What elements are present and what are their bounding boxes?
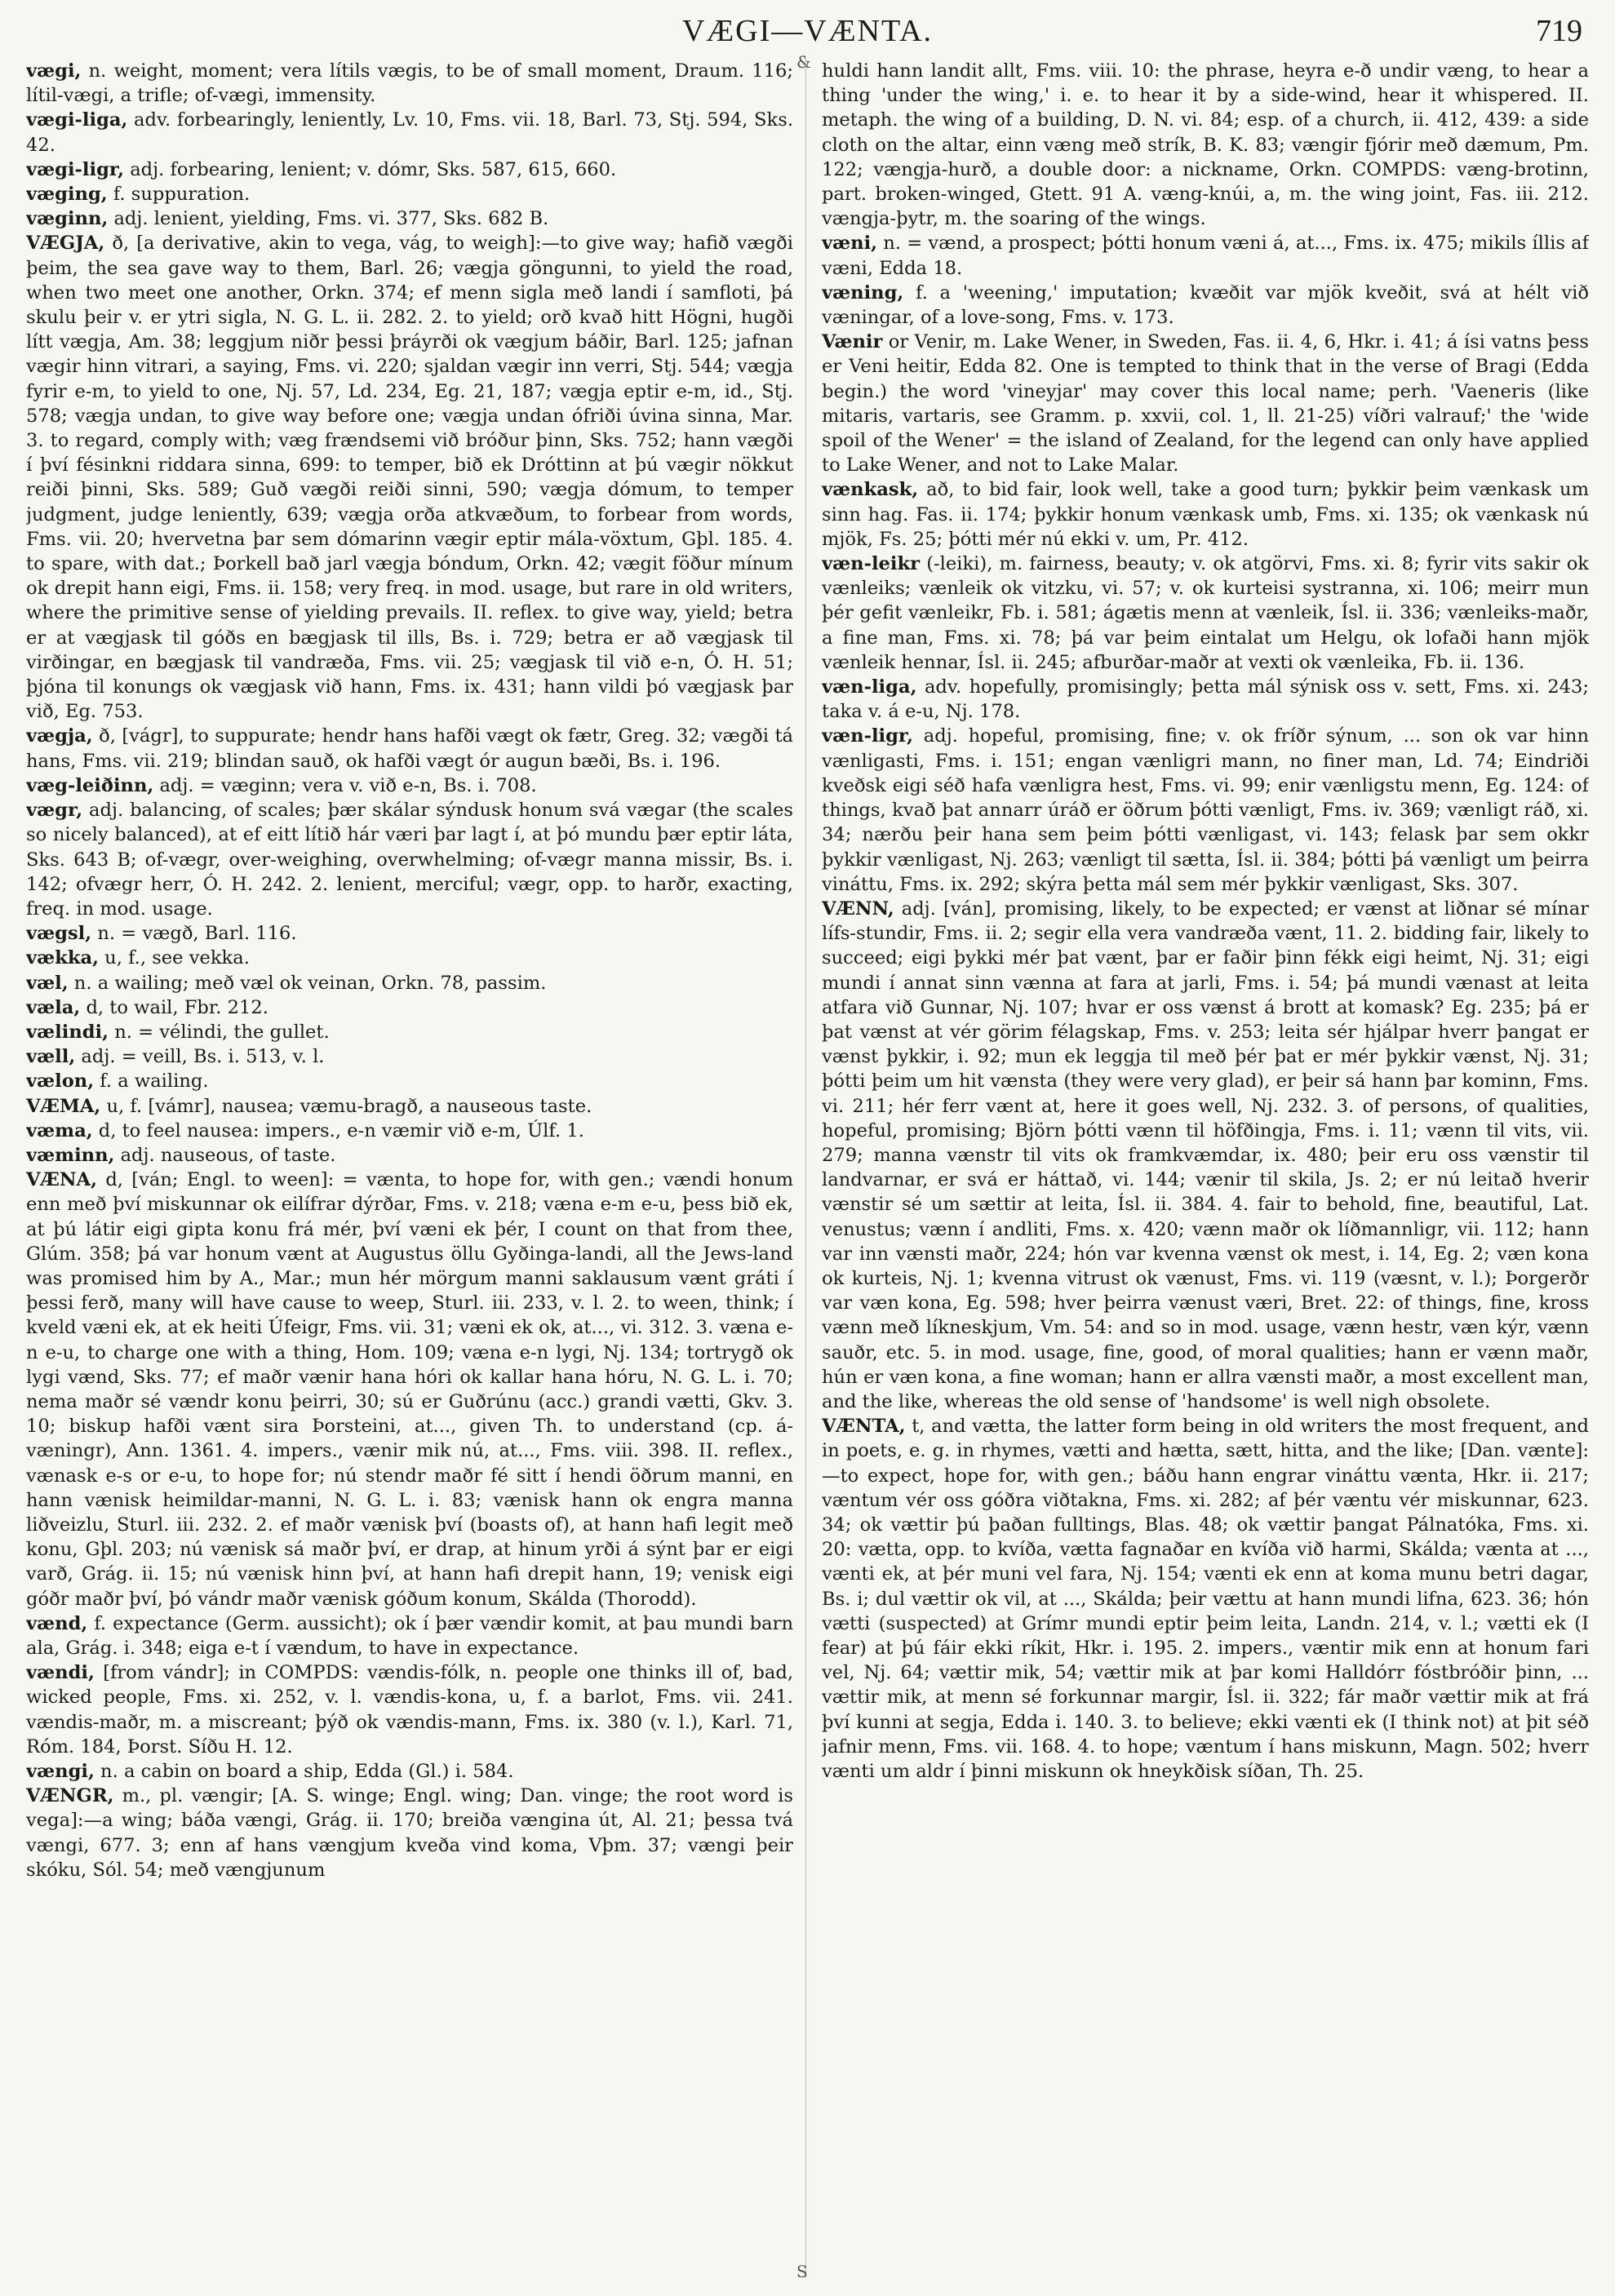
running-head: VÆGI—VÆNTA. bbox=[681, 14, 934, 48]
entry-definition: adj. lenient, yielding, Fms. vi. 377, Sks. 682 B. bbox=[113, 208, 549, 230]
entry-headword: VÆNN, bbox=[822, 898, 894, 920]
entry-headword: vælon, bbox=[26, 1070, 95, 1093]
entry-definition: d, to wail, Fbr. 212. bbox=[86, 996, 268, 1018]
dictionary-entry bbox=[822, 330, 1589, 477]
entry-headword: vænkask, bbox=[822, 479, 919, 501]
entry-definition: m., pl. vængir; [A. S. winge; Engl. wing; Dan. vinge; the root word is vega]:—a wing; báða vængi, Grág. ii. 170; breiða vængina út, Al. 21; þessa tvá vængi, 677. 3; enn af hans vængjum kveða vind koma, Vþm. 37; vængi þeir skóku, Sól. 54; með vængjunum bbox=[26, 1785, 793, 1881]
entry-definition: f. suppuration. bbox=[113, 184, 251, 206]
entry-definition: adj. = veill, Bs. i. 513, v. l. bbox=[81, 1046, 325, 1068]
entry-headword: væni, bbox=[822, 233, 878, 255]
dictionary-entry bbox=[26, 1168, 793, 1611]
dictionary-entry bbox=[26, 1020, 793, 1044]
entry-definition: f. a wailing. bbox=[100, 1070, 209, 1093]
dictionary-entry bbox=[26, 921, 793, 946]
entry-headword: væl, bbox=[26, 972, 69, 994]
entry-headword: væla, bbox=[26, 996, 81, 1018]
entry-headword: VÆNGR, bbox=[26, 1785, 114, 1807]
dictionary-entry bbox=[26, 1094, 793, 1119]
dictionary-entry bbox=[26, 946, 793, 970]
dictionary-entry bbox=[26, 59, 793, 108]
entry-headword: vægja, bbox=[26, 725, 93, 747]
entry-headword: vænd, bbox=[26, 1612, 88, 1634]
entry-definition: u, f., see vekka. bbox=[104, 947, 250, 969]
entry-definition: n. = vænd, a prospect; þótti honum væni á, at..., Fms. ix. 475; mikils íllis af væni, Edda 18. bbox=[822, 233, 1589, 279]
column-divider bbox=[805, 59, 806, 2278]
entry-definition: d, [ván; Engl. to ween]: = vænta, to hope for, with gen.; vændi honum enn með því miskunnar ok eilífrar dýrðar, Fms. v. 218; væna e-m e-u, þess bið ek, at þú látir eigi gipta konu frá mér, því væni ek þér, I count on that from thee, Glúm. 358; þá var honum vænt at Augustus öllu Gyðinga-landi, all the Jews-land was promised him by A., Mar.; mun hér mörgum manni saklausum vænt gráti í þessi ferð, many will have cause to weep, Sturl. iii. 233, v. l. 2. to ween, think; í kveld væni ek, at ek heiti Úfeigr, Fms. vii. 31; væni ek ok, at..., vi. 312. 3. væna e-n e-u, to charge one with a thing, Hom. 109; væna e-n lygi, Nj. 134; tortrygð ok lygi vænd, Sks. 77; ef maðr vænir hana hóri ok kallar hana hóru, N. G. L. i. 70; nema maðr sé vændr konu þeirri, 30; sú er Guðrúnu (acc.) grandi vætti, Gkv. 3. 10; biskup hafði vænt sira Þorsteini, at..., given Th. to understand (cp. á-væningr), Ann. 1361. 4. impers., vænir mik nú, at..., Fms. viii. 398. II. reflex., vænask e-s or e-u, to hope for; nú stendr maðr fé sitt í hendi öðrum manni, en hann vænisk heimildar-manni, N. G. L. i. 83; vænisk hann ok engra manna liðveizlu, Sturl. iii. 232. 2. ef maðr vænisk því (boasts of), at hann hafi legit með konu, Gþl. 203; nú vænisk sá maðr því, er drap, at hinum yrði á sýnt þar er eigi varð, Grág. ii. 15; nú vænisk hinn því, at hann hafi drepit hann, 19; venisk eigi góðr maðr því, þó vándr maðr vænisk góðum konum, Skálda (Thorodd). bbox=[26, 1169, 793, 1610]
entry-definition: adj. hopeful, promising, fine; v. ok fríðr sýnum, ... son ok var hinn vænligasti, Fms. i. 151; engan vænligri mann, no finer man, Ld. 74; Eindriði kveðsk eigi séð hafa vænligra hest, Fms. vi. 99; enir vænligstu menn, Eg. 124: of things, kvað þat annarr úráð er öðrum þótti vænligt, Fms. iv. 369; vænligt ráð, xi. 34; nærðu þeir hana sem þeim þótti vænligast, vi. 143; felask þar sem okkr þykkir vænligast, Nj. 263; vænligt til sætta, Ísl. ii. 384; þótti þá vænligt um þeirra vináttu, Fms. ix. 292; skýra þetta mál sem mér þykkir vænligast, Sks. 307. bbox=[822, 725, 1589, 895]
entry-definition: (-leiki), m. fairness, beauty; v. ok atgörvi, Fms. xi. 8; fyrir vits sakir ok vænleiks; vænleik ok vitzku, vi. 57; v. ok kurteisi systranna, xi. 106; meirr mun þér gefit vænleikr, Fb. i. 581; ágætis menn at vænleik, Ísl. ii. 336; vænleiks-maðr, a fine man, Fms. xi. 78; þá var þeim eintalat um Helgu, ok lofaði hann mjök vænleik hennar, Ísl. ii. 245; afburðar-maðr at vexti ok vænleika, Fb. ii. 136. bbox=[822, 553, 1589, 673]
dictionary-entry bbox=[26, 157, 793, 182]
entry-definition: ð, [a derivative, akin to vega, vág, to weigh]:—to give way; hafið vægði þeim, the sea gave way to them, Barl. 26; vægja göngunni, to yield the road, when two meet one another, Orkn. 374; ef menn sigla með landi í samfloti, þá skulu þeir v. er ytri sigla, N. G. L. ii. 282. 2. to yield; orð kvað hitt Högni, hugði lítt vægja, Am. 38; leggjum niðr þessi þráyrði ok vægjum báðir, Barl. 125; jafnan vægir hinn vitrari, a saying, Fms. vi. 220; sjaldan vægir inn verri, Stj. 544; vægja fyrir e-m, to yield to one, Nj. 57, Ld. 234, Eg. 21, 187; vægja eptir e-m, id., Stj. 578; vægja undan, to give way before one; vægja undan ófriði úvina sinna, Mar. 3. to regard, comply with; væg frændsemi við bróður þinn, Sks. 752; hann vægði í því fésinkni riddara sinna, 699: to temper, bið ek Dróttinn at þú vægir nökkut reiði þinni, Sks. 589; Guð vægði reiði sinni, 590; vægja dómum, to temper judgment, judge leniently, 639; vægja orða atkvæðum, to forbear from words, Fms. vii. 20; hvervetna þar sem dómarinn vægir eptir mála-vöxtum, Gþl. 185. 4. to spare, with dat.; Þorkell bað jarl vægja bóndum, Orkn. 42; vægit föður mínum ok drepit hann eigi, Fms. ii. 158; very freq. in mod. usage, but rare in old writers, where the primitive sense of yielding prevails. II. reflex. to give way, yield; betra er at vægjask til góðs en bægjask til ills, Bs. i. 729; betra er að vægjask til virðingar, en bægjask til vandræða, Fms. vii. 25; vægjask til við e-n, Ó. H. 51; þjóna til konungs ok vægjask við hann, Fms. ix. 431; hann vildi þó vægjask þar við, Eg. 753. bbox=[26, 233, 793, 723]
entry-headword: væma, bbox=[26, 1119, 93, 1141]
right-column bbox=[822, 59, 1589, 2278]
entry-definition: huldi hann landit allt, Fms. viii. 10: the phrase, heyra e-ð undir væng, to hear a thing 'under the wing,' i. e. to hear it by a side-wind, hear it whispered. II. metaph. the wing of a building, D. N. vi. 84; esp. of a church, ii. 412, 439: a side cloth on the altar, einn væng með strík, B. K. 83; vængir fjórir með dæmum, Pm. 122; vængja-hurð, a double door: a nickname, Orkn. COMPDS: væng-brotinn, part. broken-winged, Gtett. 91 A. væng-knúi, a, m. the wing joint, Fas. iii. 212. vængja-þytr, m. the soaring of the wings. bbox=[822, 60, 1589, 230]
dictionary-entry bbox=[26, 724, 793, 773]
dictionary-entry bbox=[822, 281, 1589, 330]
dictionary-entry bbox=[26, 206, 793, 231]
dictionary-entry bbox=[26, 1660, 793, 1759]
entry-definition: or Venir, m. Lake Wener, in Sweden, Fas. ii. 4, 6, Hkr. i. 41; á ísi vatns þess er Veni heitir, Edda 82. One is tempted to think that in the verse of Bragi (Edda begin.) the word 'vineyjar' may cover this local name; perh. 'Vaeneris (like mitaris, vartaris, see Gramm. p. xxvii, col. 1, ll. 21-25) víðri valrauf;' the 'wide spoil of the Wener' = the island of Zealand, for the legend can only have applied to Lake Wener, and not to Lake Malar. bbox=[822, 331, 1589, 476]
entry-definition: adv. hopefully, promisingly; þetta mál sýnisk oss v. sett, Fms. xi. 243; taka v. á e-u, Nj. 178. bbox=[822, 676, 1589, 723]
page-number: 719 bbox=[1536, 14, 1582, 48]
dictionary-entry bbox=[26, 1143, 793, 1168]
entry-headword: væging, bbox=[26, 184, 108, 206]
dictionary-entry bbox=[26, 971, 793, 995]
dictionary-entry bbox=[26, 1759, 793, 1784]
dictionary-entry bbox=[822, 897, 1589, 1414]
entry-headword: vægr, bbox=[26, 800, 83, 822]
entry-headword: VÆGJA, bbox=[26, 233, 105, 255]
left-column bbox=[26, 59, 793, 2278]
dictionary-entry bbox=[26, 1044, 793, 1069]
entry-definition: n. a wailing; með væl ok veinan, Orkn. 78, passim. bbox=[73, 972, 547, 994]
entry-headword: væn-liga, bbox=[822, 676, 917, 698]
entry-definition: adv. forbearingly, leniently, Lv. 10, Fms. vii. 18, Barl. 73, Stj. 594, Sks. 42. bbox=[26, 109, 793, 156]
dictionary-entry bbox=[822, 552, 1589, 675]
entry-definition: [from vándr]; in COMPDS: vændis-fólk, n. people one thinks ill of, bad, wicked people, Fms. xi. 252, v. l. vændis-kona, u, f. a barlot, Fms. vii. 241. vændis-maðr, m. a miscreant; þýð ok vændis-mann, Fms. ix. 380 (v. l.), Karl. 71, Róm. 184, Þorst. Síðu H. 12. bbox=[26, 1662, 793, 1757]
entry-headword: Vænir bbox=[822, 331, 883, 353]
entry-definition: adj. forbearing, lenient; v. dómr, Sks. 587, 615, 660. bbox=[130, 158, 617, 180]
entry-definition: n. weight, moment; vera lítils vægis, to be of small moment, Draum. 116; lítil-vægi, a trifle; of-vægi, immensity. bbox=[26, 60, 793, 107]
dictionary-entry bbox=[822, 1414, 1589, 1784]
entry-definition: adj. = væginn; vera v. við e-n, Bs. i. 708. bbox=[159, 774, 537, 796]
dictionary-entry bbox=[26, 995, 793, 1020]
entry-definition: f. expectance (Germ. aussicht); ok í þær vændir komit, at þau mundi barn ala, Grág. i. 348; eiga e-t í vændum, to have in expectance. bbox=[26, 1612, 793, 1659]
entry-definition: t, and vætta, the latter form being in old writers the most frequent, and in poets, e. g. in rhymes, vætti and hætta, sætt, hitta, and the like; [Dan. vænte]:—to expect, hope for, with gen.; báðu hann engrar vináttu vænta, Hkr. ii. 217; væntum vér oss góðra viðtakna, Fms. xi. 282; af þér væntu vér miskunnar, 623. 34; ok vættir þú þaðan fulltings, Blas. 48; ok vættir þangat Pálnatóka, Fms. xi. 20: vætta, opp. to kvíða, vætta fagnaðar en kvíða við harmi, Skálda; vænta at ..., vænti ek, at þér muni vel fara, Nj. 154; vænti ek enn at koma munu betri dagar, Bs. i; dul vættir ok vil, at ..., Skálda; þeir vættu at hann mundi lifna, 623. 36; hón vætti (suspected) at Grímr mundi eptir þeim leita, Landn. 214, v. l.; vætti ek (I fear) at þú fáir ekki ríkit, Hkr. i. 195. 2. impers., væntir mik enn at honum fari vel, Nj. 64; vættir mik, 54; vættir mik at þar komi Halldórr fóstbróðir þinn, ... vættir mik, at menn sé forkunnar margir, Ísl. ii. 322; fár maðr vættir mik at frá því kunni at segja, Edda i. 140. 3. to believe; ekki vænti ek (I think not) at þit séð jafnir menn, Fms. vii. 168. 4. to hope; væntum í hans miskunn, Magn. 502; hverr vænti um aldr í þinni miskunn ok hneykðisk síðan, Th. 25. bbox=[822, 1416, 1589, 1783]
entry-headword: vægi, bbox=[26, 60, 82, 82]
entry-headword: VÆNA, bbox=[26, 1169, 97, 1191]
entry-headword: vælindi, bbox=[26, 1021, 109, 1043]
entry-headword: væn-ligr, bbox=[822, 725, 914, 747]
entry-definition: n. = vægð, Barl. 116. bbox=[97, 923, 297, 945]
entry-headword: væminn, bbox=[26, 1144, 115, 1166]
entry-headword: væn-leikr bbox=[822, 553, 921, 575]
entry-headword: vækka, bbox=[26, 947, 99, 969]
dictionary-entry bbox=[26, 773, 793, 798]
entry-headword: væg-leiðinn, bbox=[26, 774, 154, 796]
dictionary-columns bbox=[26, 52, 1589, 2281]
entry-definition: ð, [vágr], to suppurate; hendr hans hafði vægt ok fætr, Greg. 32; vægði tá hans, Fms. vii. 219; blindan sauð, ok hafði vægt ór augun bæði, Bs. i. 196. bbox=[26, 725, 793, 772]
entry-definition: f. a 'weening,' imputation; kvæðit var mjök kveðit, svá at hélt við væningar, of a love-song, Fms. v. 173. bbox=[822, 281, 1589, 329]
dictionary-entry bbox=[822, 675, 1589, 724]
entry-headword: væginn, bbox=[26, 208, 109, 230]
entry-definition: n. a cabin on board a ship, Edda (Gl.) i. 584. bbox=[100, 1761, 514, 1783]
gutter-mark-bottom: S bbox=[796, 2262, 808, 2281]
entry-headword: VÆMA, bbox=[26, 1095, 101, 1117]
entry-headword: VÆNTA, bbox=[822, 1416, 906, 1438]
entry-headword: vægi-liga, bbox=[26, 109, 128, 131]
dictionary-entry bbox=[26, 231, 793, 724]
entry-headword: væll, bbox=[26, 1046, 76, 1068]
dictionary-entry bbox=[26, 1119, 793, 1143]
entry-definition: adj. balancing, of scales; þær skálar sýndusk honum svá vægar (the scales so nicely balanced), at ef eitt lítið hár væri þar lagt í, at þó mundu þær eptir láta, Sks. 643 B; of-vægr, over-weighing, overwhelming; of-vægr manna missir, Bs. i. 142; ofvægr herr, Ó. H. 242. 2. lenient, merciful; vægr, opp. to harðr, exacting, freq. in mod. usage. bbox=[26, 800, 793, 920]
entry-definition: u, f. [vámr], nausea; væmu-bragð, a nauseous taste. bbox=[106, 1095, 592, 1117]
dictionary-entry bbox=[822, 231, 1589, 280]
dictionary-entry bbox=[26, 1784, 793, 1882]
dictionary-entry bbox=[26, 1611, 793, 1660]
dictionary-entry bbox=[822, 724, 1589, 896]
entry-headword: vægsl, bbox=[26, 923, 92, 945]
dictionary-entry bbox=[26, 108, 793, 157]
entry-headword: vændi, bbox=[26, 1662, 95, 1684]
dictionary-entry bbox=[26, 182, 793, 206]
entry-definition: að, to bid fair, look well, take a good turn; þykkir þeim vænkask um sinn hag. Fas. ii. 174; þykkir honum vænkask umb, Fms. xi. 135; ok vænkask nú mjök, Fs. 25; þótti mér nú ekki v. um, Pr. 412. bbox=[822, 479, 1589, 550]
dictionary-entry bbox=[26, 1069, 793, 1093]
entry-definition: adj. nauseous, of taste. bbox=[120, 1144, 336, 1166]
entry-headword: væning, bbox=[822, 281, 904, 304]
entry-headword: vængi, bbox=[26, 1761, 95, 1783]
gutter-mark-top: & bbox=[796, 52, 811, 72]
entry-definition: n. = vélindi, the gullet. bbox=[114, 1021, 330, 1043]
dictionary-entry bbox=[822, 477, 1589, 552]
dictionary-entry bbox=[26, 798, 793, 921]
entry-definition: adj. [ván], promising, likely, to be expected; er vænst at liðnar sé mínar lífs-stundir, Fms. ii. 2; segir ella vera vandræða vænt, 11. 2. bidding fair, likely to succeed; eigi þykki mér þat vænt, þar er faðir þinn fékk eigi heimt, Nj. 31; eigi mundi í annat sinn vænna at fara at jarli, Fms. i. 54; þá mundi vænast at leita atfara við Gunnar, Nj. 107; hvar er oss vænst á brott at komask? Eg. 235; þá er þat vænst at vér görim félagskap, Fms. v. 253; leita sér hjálpar hverr þangat er vænst þykkir, i. 92; mun ek leggja til með þér þat er mér þykkir vænst, Nj. 31; þótti þeim um hit vænsta (they were very glad), er þeir sá hann þar kominn, Fms. vi. 211; hér ferr vænt at, here it goes well, Nj. 232. 3. of persons, of qualities, hopeful, promising; Björn þótti vænn til höfðingja, Fms. i. 11; vænn til vits, vii. 279; manna vænstr til vits ok framkvæmdar, ix. 480; þeir eru oss vænstir til landvarnar, er svá er háttað, vi. 144; vænir til skila, Js. 2; er nú leitað hverir vænstir sé um sættir at leita, Ísl. ii. 384. 4. fair to behold, fine, beautiful, Lat. venustus; vænn í andliti, Fms. x. 420; vænn maðr ok líðmannligr, vii. 112; hann var inn vænsti maðr, 224; hón var kvenna vænst ok mest, i. 14, Eg. 2; væn kona ok kurteis, Nj. 1; kvenna vitrust ok vænust, Fms. vi. 119 (væsnt, v. l.); Þorgerðr var væn kona, Eg. 598; hver þeirra vænust væri, Bret. 22: of things, fine, kross vænn með líkneskjum, Vm. 54: and so in mod. usage, vænn hestr, væn kýr, vænn sauðr, etc. 5. in mod. usage, fine, good, of moral qualities; hann er vænn maðr, hún er væn kona, a fine woman; hann er allra vænsti maðr, a most excellent man, and the like, whereas the old sense of 'handsome' is well nigh obsolete. bbox=[822, 898, 1589, 1412]
entry-headword: vægi-ligr, bbox=[26, 158, 125, 180]
entry-definition: d, to feel nausea: impers., e-n væmir við e-m, Úlf. 1. bbox=[98, 1119, 584, 1141]
dictionary-entry bbox=[822, 59, 1589, 231]
page-header bbox=[24, 8, 1591, 55]
